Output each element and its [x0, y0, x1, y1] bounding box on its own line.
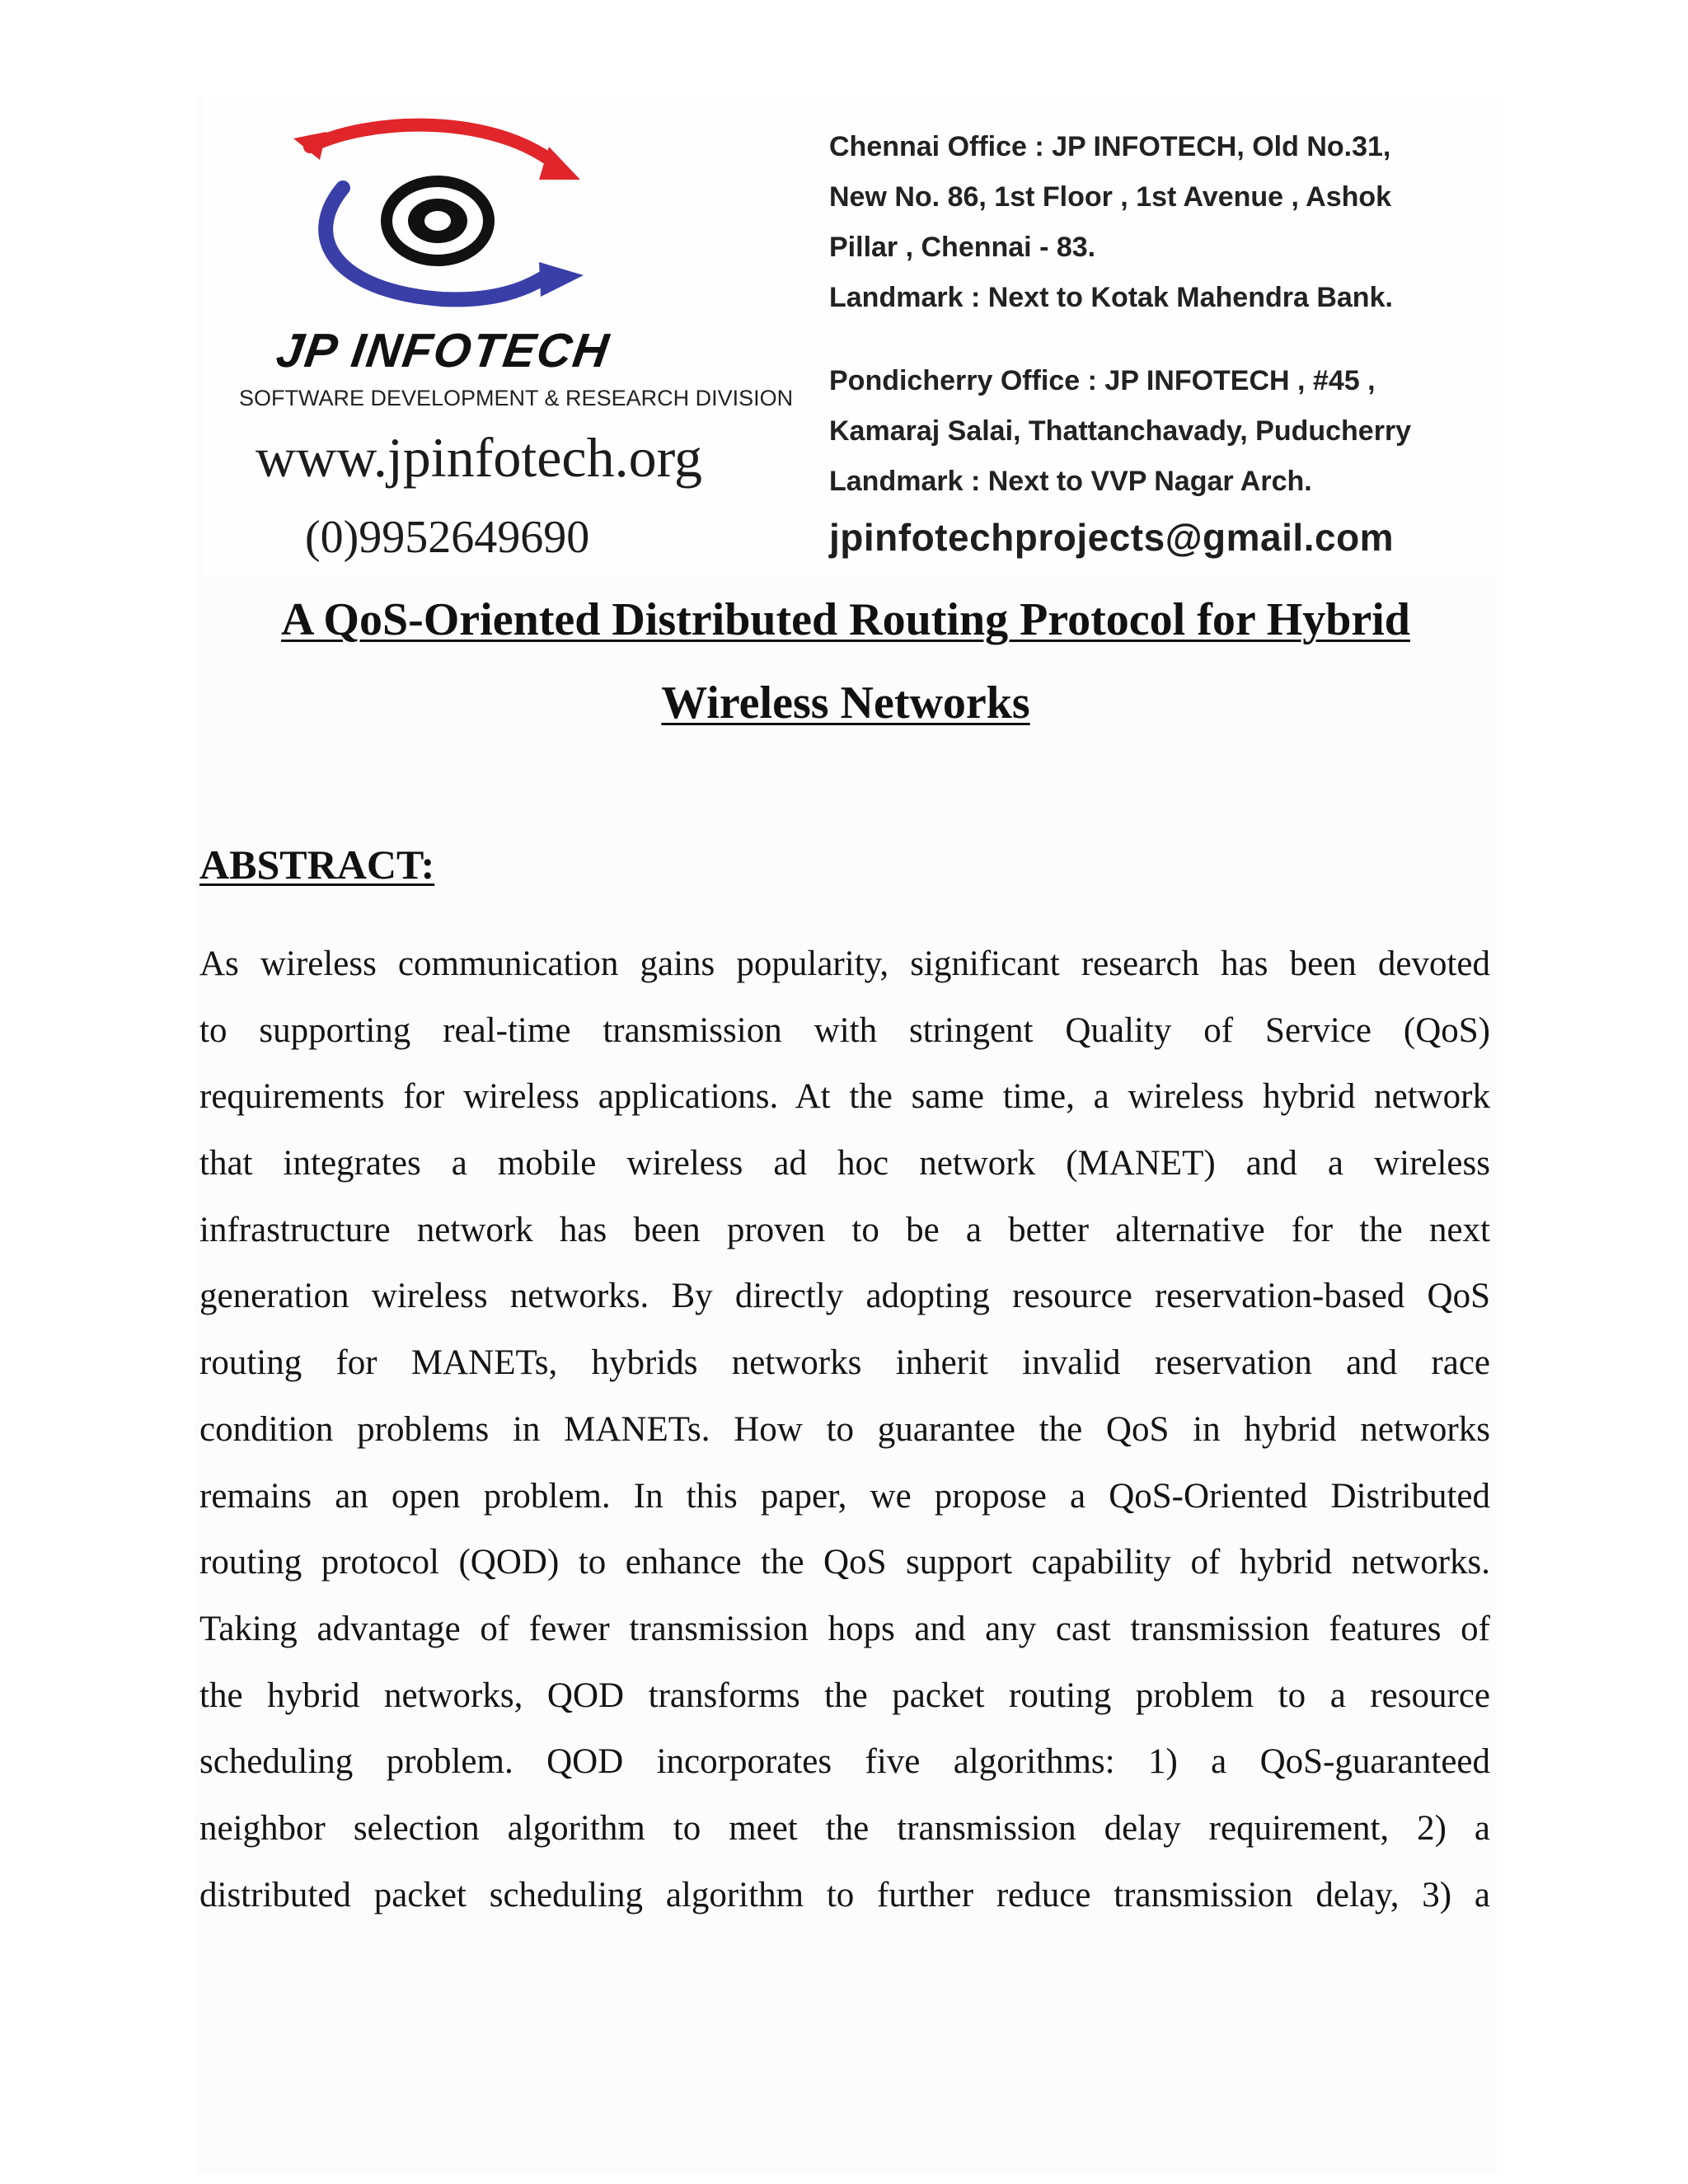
- abstract-line: infrastructure network has been proven to be a better alternative for the next: [199, 1210, 1490, 1249]
- abstract-line: remains an open problem. In this paper, we propose a QoS-Oriented Distributed: [199, 1476, 1490, 1516]
- abstract-line: Taking advantage of fewer transmission hops and any cast transmission features of: [199, 1609, 1490, 1648]
- abstract-line: requirements for wireless applications. At the same time, a wireless hybrid network: [199, 1077, 1490, 1117]
- pondicherry-landmark-line: Landmark : Next to VVP Nagar Arch.: [829, 466, 1312, 497]
- abstract-line: that integrates a mobile wireless ad hoc network (MANET) and a wireless: [199, 1144, 1490, 1183]
- title-line: Wireless Networks: [661, 677, 1030, 729]
- abstract-line: the hybrid networks, QOD transforms the packet routing problem to a resource: [199, 1675, 1490, 1715]
- document-title: [195, 579, 1497, 745]
- abstract-line: routing for MANETs, hybrids networks inherit invalid reservation and race: [199, 1343, 1490, 1383]
- abstract-line: routing protocol (QOD) to enhance the QoS support capability of hybrid networks.: [199, 1543, 1490, 1582]
- company-logo-block: [219, 114, 796, 575]
- phone-number: (0)9952649690: [305, 512, 590, 563]
- jp-infotech-logo-icon: [277, 114, 590, 320]
- abstract-line: neighbor selection algorithm to meet the transmission delay requirement, 2) a: [199, 1808, 1490, 1848]
- abstract-line: to supporting real-time transmission with stringent Quality of Service (QoS): [199, 1010, 1490, 1050]
- brand-subtitle: SOFTWARE DEVELOPMENT & RESEARCH DIVISION: [239, 386, 794, 410]
- chennai-address-line: Chennai Office : JP INFOTECH, Old No.31,: [829, 131, 1391, 162]
- contact-email: jpinfotechprojects@gmail.com: [829, 516, 1395, 559]
- chennai-address-line: New No. 86, 1st Floor , 1st Avenue , Ashok: [829, 181, 1392, 213]
- abstract-line: generation wireless networks. By directly adopting resource reservation-based QoS: [199, 1277, 1490, 1316]
- letterhead: [203, 97, 1495, 577]
- website-text: www.jpinfotech.org: [256, 426, 703, 489]
- abstract-line: scheduling problem. QOD incorporates five algorithms: 1) a QoS-guaranteed: [199, 1742, 1490, 1782]
- abstract-line: distributed packet scheduling algorithm to further reduce transmission delay, 3) a: [199, 1875, 1490, 1915]
- chennai-landmark-line: Landmark : Next to Kotak Mahendra Bank.: [829, 282, 1393, 313]
- abstract-heading: ABSTRACT:: [199, 841, 435, 888]
- abstract-line: As wireless communication gains popularity, significant research has been devoted: [199, 944, 1490, 983]
- pondicherry-address-line: Pondicherry Office : JP INFOTECH , #45 ,: [829, 365, 1376, 396]
- office-addresses: [829, 122, 1505, 560]
- abstract-body: [199, 931, 1490, 1929]
- abstract-line: condition problems in MANETs. How to guarantee the QoS in hybrid networks: [199, 1409, 1490, 1449]
- chennai-address-line: Pillar , Chennai - 83.: [829, 232, 1096, 263]
- pondicherry-address-line: Kamaraj Salai, Thattanchavady, Puducherry: [829, 415, 1412, 447]
- title-line: A QoS-Oriented Distributed Routing Protocol for Hybrid: [281, 594, 1410, 645]
- brand-name: JP INFOTECH: [273, 324, 613, 377]
